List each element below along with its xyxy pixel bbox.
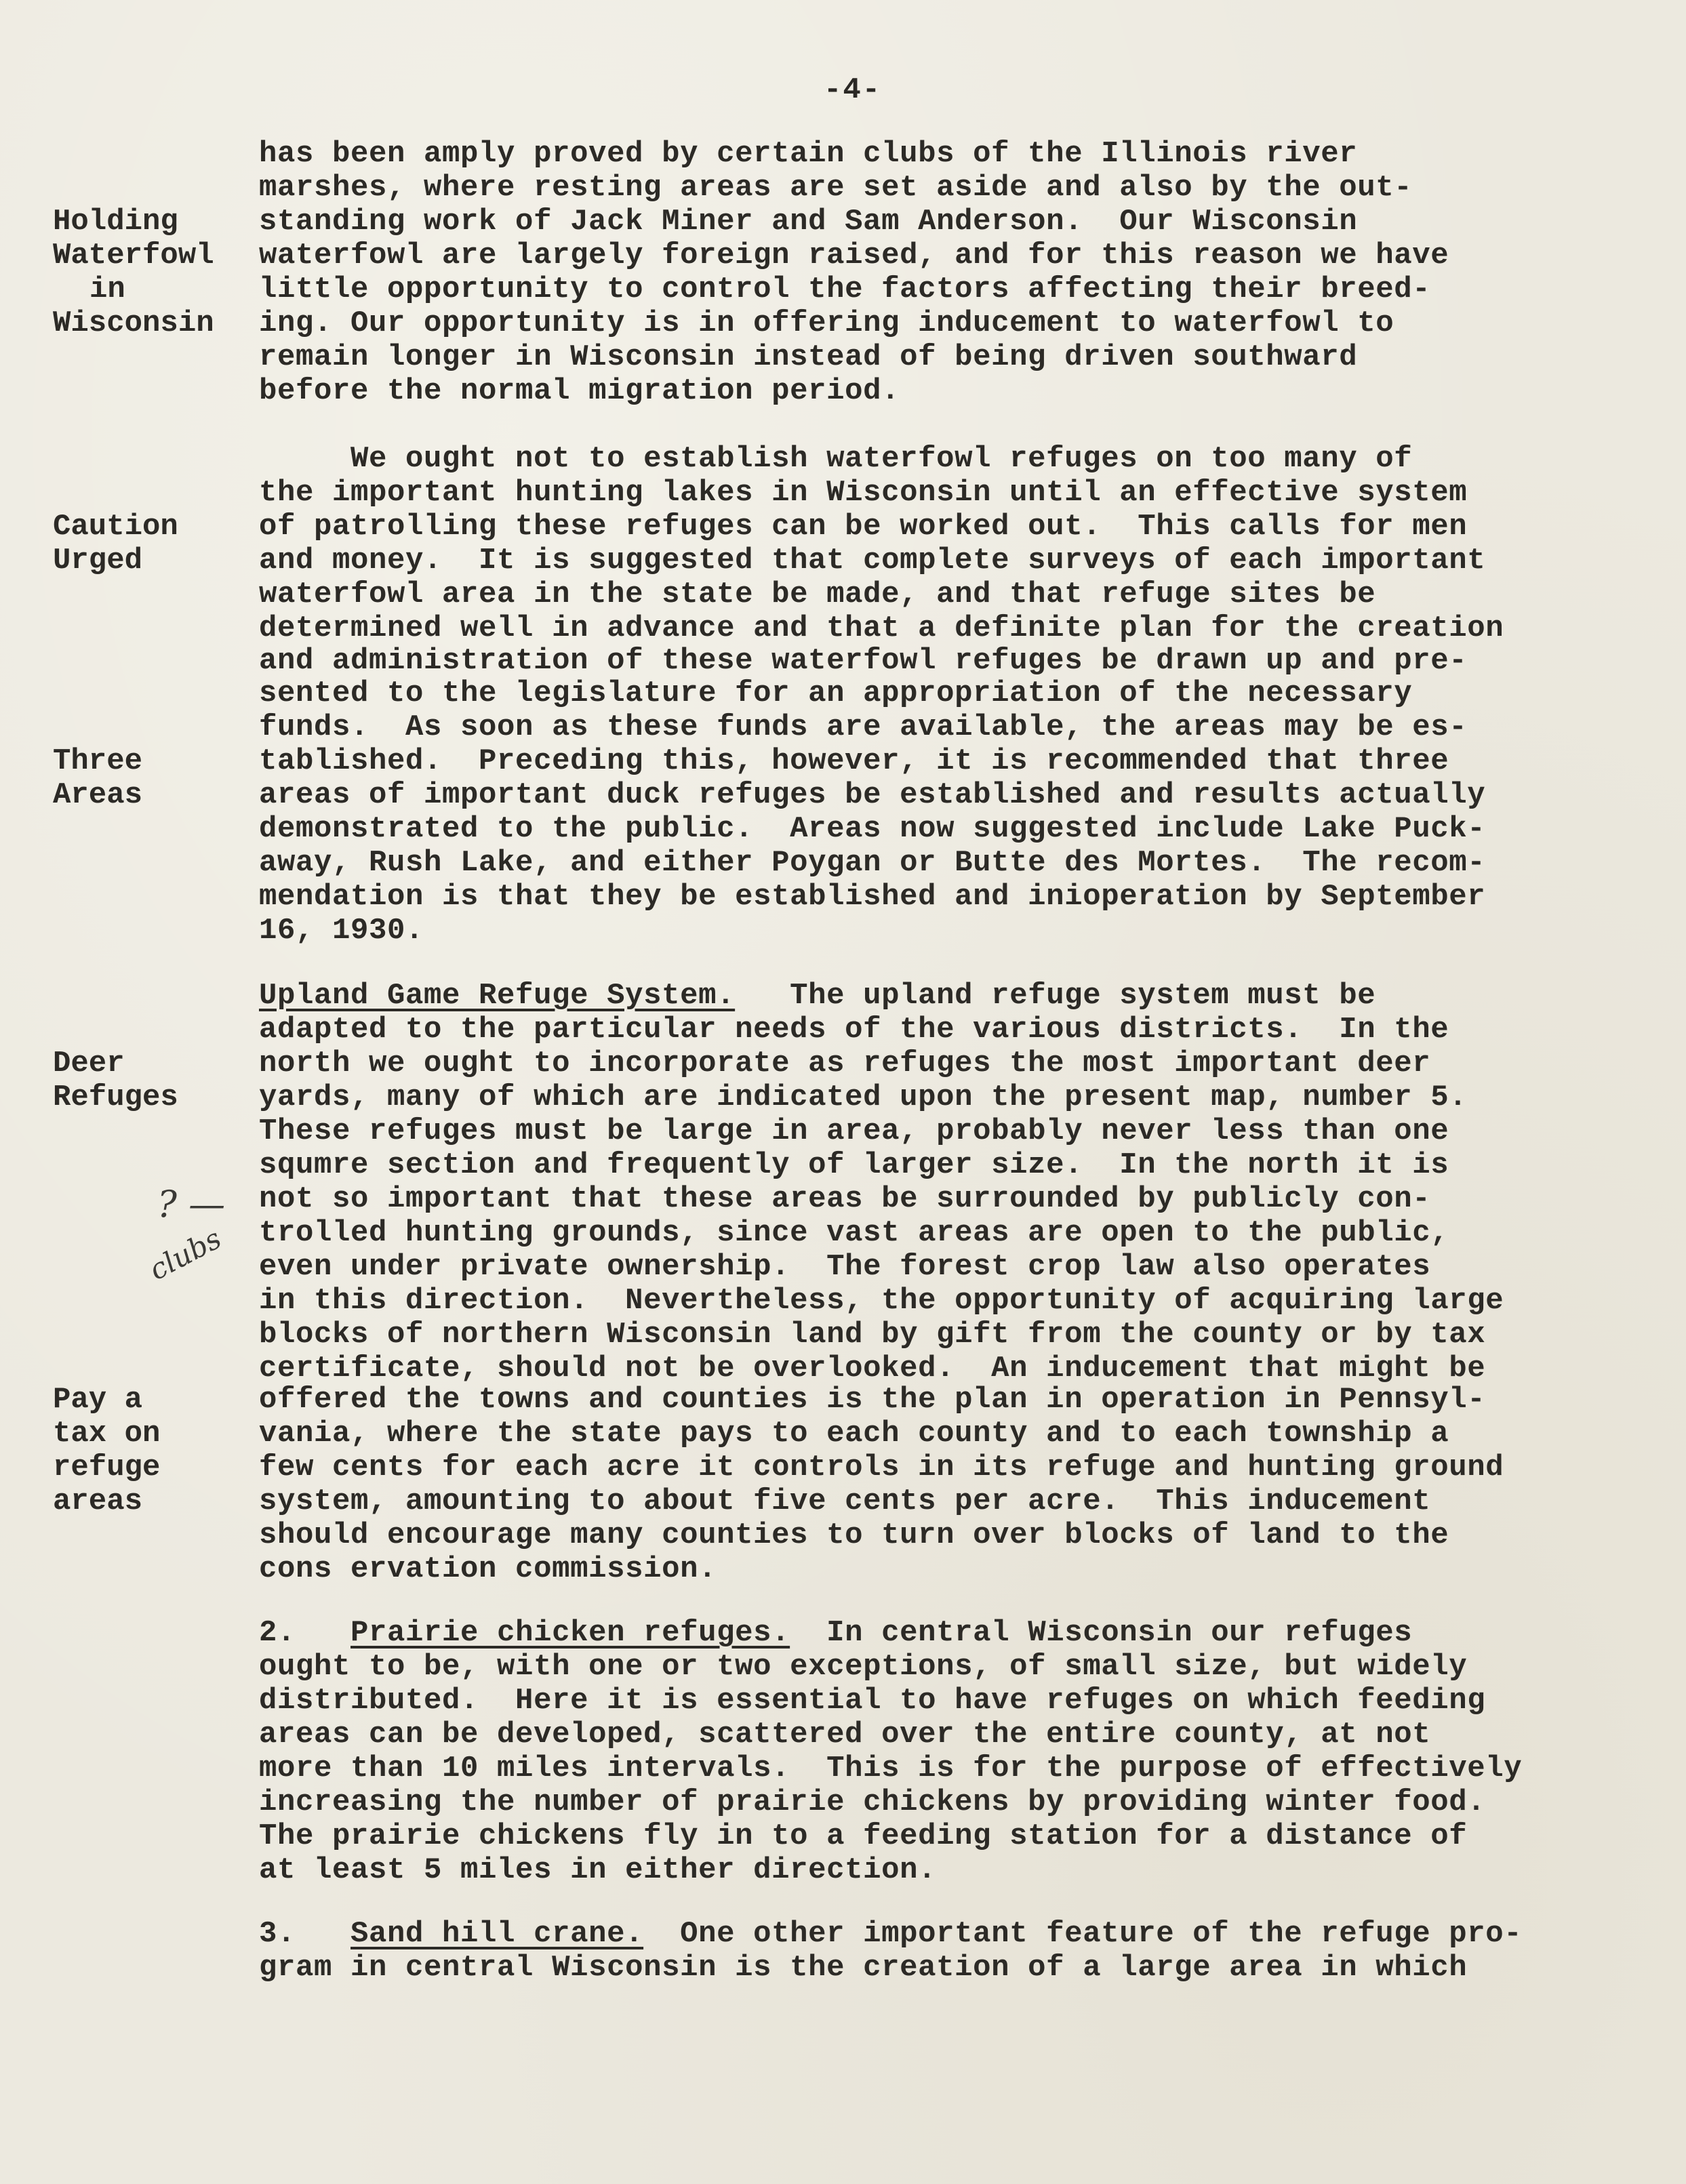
margin-note-line: Areas — [53, 778, 143, 812]
text-line: waterfowl area in the state be made, and that refuge sites be — [259, 578, 1376, 611]
text-line: yards, many of which are indicated upon the present map, number 5. — [259, 1080, 1468, 1114]
handwritten-question-mark: ? — — [157, 1183, 226, 1226]
margin-note-line: Three — [53, 744, 143, 778]
text-line — [259, 979, 1376, 1013]
text-run: The upland refuge system must be — [735, 979, 1376, 1013]
margin-note-line: tax on — [53, 1417, 161, 1451]
text-line: not so important that these areas be surrounded by publicly con- — [259, 1182, 1431, 1216]
text-line: cons ervation commission. — [259, 1552, 717, 1586]
text-line: marshes, where resting areas are set aside and also by the out- — [259, 171, 1413, 205]
margin-note-line: Refuges — [53, 1080, 178, 1114]
text-line: gram in central Wisconsin is the creation of a large area in which — [259, 1951, 1468, 1985]
item-number: 2. — [259, 1616, 351, 1650]
text-line: vania, where the state pays to each county and to each township a — [259, 1417, 1449, 1451]
margin-note-line: Urged — [53, 544, 143, 578]
text-line: mendation is that they be established and inioperation by September — [259, 880, 1486, 914]
text-line: areas of important duck refuges be established and results actually — [259, 778, 1486, 812]
text-line: and money. It is suggested that complete surveys of each important — [259, 544, 1486, 578]
text-line: tablished. Preceding this, however, it is recommended that three — [259, 744, 1449, 778]
text-line: north we ought to incorporate as refuges the most important deer — [259, 1047, 1431, 1080]
text-line: offered the towns and counties is the plan in operation in Pennsyl- — [259, 1383, 1486, 1417]
text-line: sented to the legislature for an appropriation of the necessary — [259, 676, 1413, 710]
text-line: should encourage many counties to turn over blocks of land to the — [259, 1518, 1449, 1552]
text-line: certificate, should not be overlooked. An inducement that might be — [259, 1352, 1486, 1386]
text-line: system, amounting to about five cents per acre. This inducement — [259, 1484, 1431, 1518]
text-line: waterfowl are largely foreign raised, and for this reason we have — [259, 239, 1449, 272]
text-line: adapted to the particular needs of the various districts. In the — [259, 1013, 1449, 1047]
text-line: the important hunting lakes in Wisconsin until an effective system — [259, 476, 1468, 510]
text-run: One other important feature of the refuge pro- — [643, 1917, 1523, 1951]
handwritten-note-clubs: clubs — [144, 1221, 227, 1287]
margin-note-line: Wisconsin — [53, 306, 214, 340]
margin-note-line: Pay a — [53, 1383, 143, 1417]
text-line: These refuges must be large in area, probably never less than one — [259, 1114, 1449, 1148]
text-line: increasing the number of prairie chickens by providing winter food. — [259, 1785, 1486, 1819]
text-line: in this direction. Nevertheless, the opportunity of acquiring large — [259, 1284, 1504, 1318]
text-line: areas can be developed, scattered over the entire county, at not — [259, 1718, 1431, 1752]
margin-note-line: Caution — [53, 510, 178, 544]
page-number: -4- — [824, 73, 882, 107]
text-line: has been amply proved by certain clubs of the Illinois river — [259, 137, 1358, 171]
text-line: more than 10 miles intervals. This is for the purpose of effectively — [259, 1752, 1523, 1785]
text-line: We ought not to establish waterfowl refuges on too many of — [259, 442, 1413, 476]
text-line: distributed. Here it is essential to have refuges on which feeding — [259, 1684, 1486, 1718]
text-line: trolled hunting grounds, since vast areas are open to the public, — [259, 1216, 1449, 1250]
margin-note-line: in — [89, 272, 125, 306]
section-heading-crane: Sand hill crane. — [350, 1917, 644, 1951]
text-line: even under private ownership. The forest crop law also operates — [259, 1250, 1431, 1284]
text-line: demonstrated to the public. Areas now suggested include Lake Puck- — [259, 812, 1486, 846]
text-line: 16, 1930. — [259, 914, 424, 948]
text-line: funds. As soon as these funds are available, the areas may be es- — [259, 710, 1468, 744]
text-line: determined well in advance and that a definite plan for the creation — [259, 611, 1504, 645]
text-line: few cents for each acre it controls in its refuge and hunting ground — [259, 1451, 1504, 1484]
text-line: before the normal migration period. — [259, 374, 900, 408]
text-line: ing. Our opportunity is in offering inducement to waterfowl to — [259, 306, 1394, 340]
text-line: The prairie chickens fly in to a feeding station for a distance of — [259, 1819, 1468, 1853]
section-heading-upland: Upland Game Refuge System. — [259, 979, 736, 1013]
text-line: blocks of northern Wisconsin land by gift from the county or by tax — [259, 1318, 1486, 1352]
text-line: standing work of Jack Miner and Sam Anderson. Our Wisconsin — [259, 205, 1358, 239]
margin-note-line: refuge — [53, 1451, 161, 1484]
margin-note-line: Waterfowl — [53, 239, 214, 272]
text-line: of patrolling these refuges can be worked out. This calls for men — [259, 510, 1468, 544]
text-line: at least 5 miles in either direction. — [259, 1853, 937, 1887]
text-line: remain longer in Wisconsin instead of being driven southward — [259, 340, 1358, 374]
margin-note-line: Holding — [53, 205, 178, 239]
margin-note-line: Deer — [53, 1047, 125, 1080]
section-heading-prairie: Prairie chicken refuges. — [350, 1616, 790, 1650]
text-line: little opportunity to control the factors affecting their breed- — [259, 272, 1431, 306]
item-number: 3. — [259, 1917, 351, 1951]
margin-note-line: areas — [53, 1484, 143, 1518]
text-line — [259, 1616, 1412, 1650]
text-line: ought to be, with one or two exceptions, of small size, but widely — [259, 1650, 1468, 1684]
text-line: squmre section and frequently of larger size. In the north it is — [259, 1148, 1449, 1182]
text-line: and administration of these waterfowl refuges be drawn up and pre- — [259, 644, 1468, 678]
text-line — [259, 1917, 1522, 1951]
text-line: away, Rush Lake, and either Poygan or Butte des Mortes. The recom- — [259, 846, 1486, 880]
text-run: In central Wisconsin our refuges — [790, 1616, 1413, 1650]
